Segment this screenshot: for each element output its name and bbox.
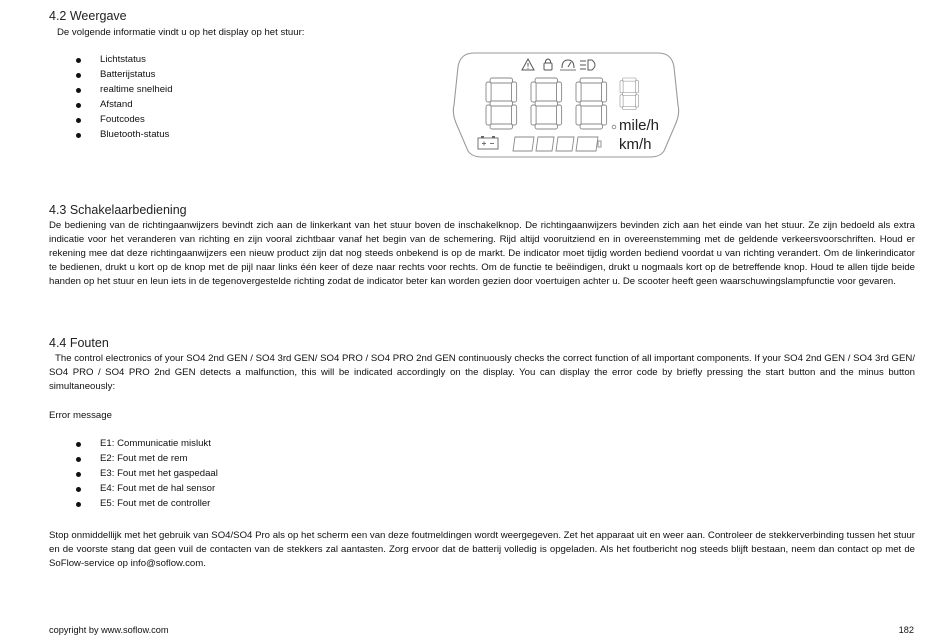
- speed-digit: [576, 78, 607, 129]
- footer-copyright: copyright by www.soflow.com: [49, 625, 169, 635]
- battery-icon: [478, 136, 498, 149]
- footer-page-number: 182: [898, 625, 914, 635]
- speed-digit: [531, 78, 562, 129]
- display-info-list: [76, 53, 173, 142]
- decimal-digit: [620, 78, 639, 110]
- section-4-2-heading: 4.2 Weergave: [49, 9, 127, 23]
- section-4-4-heading: 4.4 Fouten: [49, 336, 109, 350]
- section-4-2-intro: De volgende informatie vindt u op het display op het stuur:: [57, 27, 305, 38]
- list-item: E1: Communicatie mislukt: [76, 437, 218, 452]
- list-item: E4: Fout met de hal sensor: [76, 482, 218, 497]
- list-item: Foutcodes: [76, 113, 173, 128]
- list-item: Afstand: [76, 98, 173, 113]
- section-4-3-body: De bediening van de richtingaanwijzers bevindt zich aan de linkerkant van het stuur boven de inschakelknop. De richtingaanwijzers bevinden zich aan het einde van het stuur. Ze zijn bedoeld als extra indicatie voor het veranderen van richting en zijn vooral zichtbaar vanaf het begin van de schemering. Rijd altijd vooruitziend en in overeenstemming met de geldende verkeersvoorschriften. Houd er rekening mee dat deze richtingaanwijzers een nieuw product zijn dat nog steeds onbekend is op de markt. De indicator moet tijdig worden bediend voordat u van richting verandert. Om de linkerindicator te bedienen, drukt u kort op de knop met de pijl naar links één keer of deze naar rechts voor rechts. Om de functie te beëindigen, drukt u nogmaals kort op de betreffende knop. Houd te allen tijde beide handen op het stuur en leun iets in de tegenovergestelde richting zodat de indicator beter kan worden gezien door voertuigen achter u. De scooter heeft geen waarschuwingslampfunctie voor gevaren.: [49, 220, 915, 287]
- list-item: E2: Fout met de rem: [76, 452, 218, 467]
- error-code-list: [76, 437, 218, 512]
- section-4-4-body: The control electronics of your SO4 2nd GEN / SO4 3rd GEN/ SO4 PRO / SO4 PRO 2nd GEN continuously checks the correct function of all important components. If your SO4 2nd GEN / SO4 3rd GEN/ SO4 PRO / SO4 PRO 2nd GEN detects a malfunction, this will be indicated accordingly on the display. You can display the error code by briefly pressing the start button and the minus button simultaneously:: [49, 353, 915, 392]
- speedometer-icon: [560, 60, 576, 70]
- lcd-display-illustration: [452, 51, 680, 159]
- list-item: Bluetooth-status: [76, 128, 173, 143]
- list-item: Lichtstatus: [76, 53, 173, 68]
- error-closing-paragraph: Stop onmiddellijk met het gebruik van SO4/SO4 Pro als op het scherm een van deze foutmeldingen wordt weergegeven. Zet het apparaat uit en weer aan. Controleer de stekkerverbinding tussen het stuur en de voorste stang dat geen vuil de contacten van de stekkers zal aantasten. Zorg ervoor dat de batterij volledig is opgeladen. Als het foutbericht nog steeds blijft bestaan, neem dan contact op met de SoFlow-service op info@soflow.com.: [49, 530, 915, 569]
- list-item: E5: Fout met de controller: [76, 497, 218, 512]
- lock-icon: [544, 59, 552, 70]
- battery-level-bar: [513, 137, 601, 151]
- warning-triangle-icon: [522, 59, 534, 70]
- unit-mph-label: mile/h: [619, 117, 660, 134]
- list-item: realtime snelheid: [76, 83, 173, 98]
- speed-digit: [486, 78, 517, 129]
- list-item: E3: Fout met het gaspedaal: [76, 467, 218, 482]
- headlight-icon: [580, 60, 595, 70]
- unit-kmh-label: km/h: [619, 136, 652, 153]
- list-item: Batterijstatus: [76, 68, 173, 83]
- error-message-label: Error message: [49, 410, 112, 421]
- section-4-3-heading: 4.3 Schakelaarbediening: [49, 203, 187, 217]
